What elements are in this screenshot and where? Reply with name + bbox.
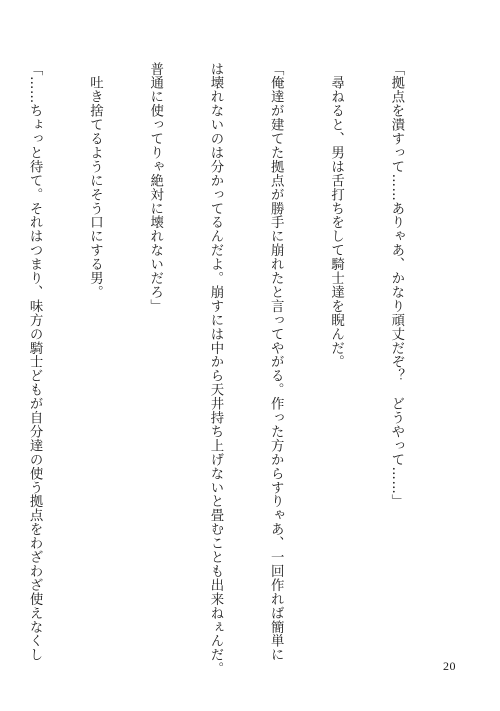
text-line-4: は壊れないのは分かってるんだよ。崩すには中から天井持ち上げないと畳むことも出来ねぇんだ。 (207, 62, 223, 676)
page-number: 20 (443, 659, 456, 673)
text-line-6: 吐き捨てるようにそう口にする男。 (87, 62, 103, 300)
text-line-5: 普通に使ってりゃ絶対に壊れないだろ」 (147, 62, 163, 314)
text-line-3: 「俺達が建てた拠点が勝手に崩れたと言ってやがる。作った方からすりゃあ、一回作れば簡単に (268, 62, 284, 662)
text-line-1: 「拠点を潰すって……ありゃあ、かなり頑丈だぞ？ どうやって……」 (388, 62, 404, 509)
text-line-7: 「……ちょっと待て。それはつまり、味方の騎士どもが自分達の使う拠点をわざわざ使えなくし (27, 62, 43, 662)
text-line-2: 尋ねると、男は舌打ちをして騎士達を睨んだ。 (328, 62, 344, 369)
body-text (0, 62, 446, 676)
